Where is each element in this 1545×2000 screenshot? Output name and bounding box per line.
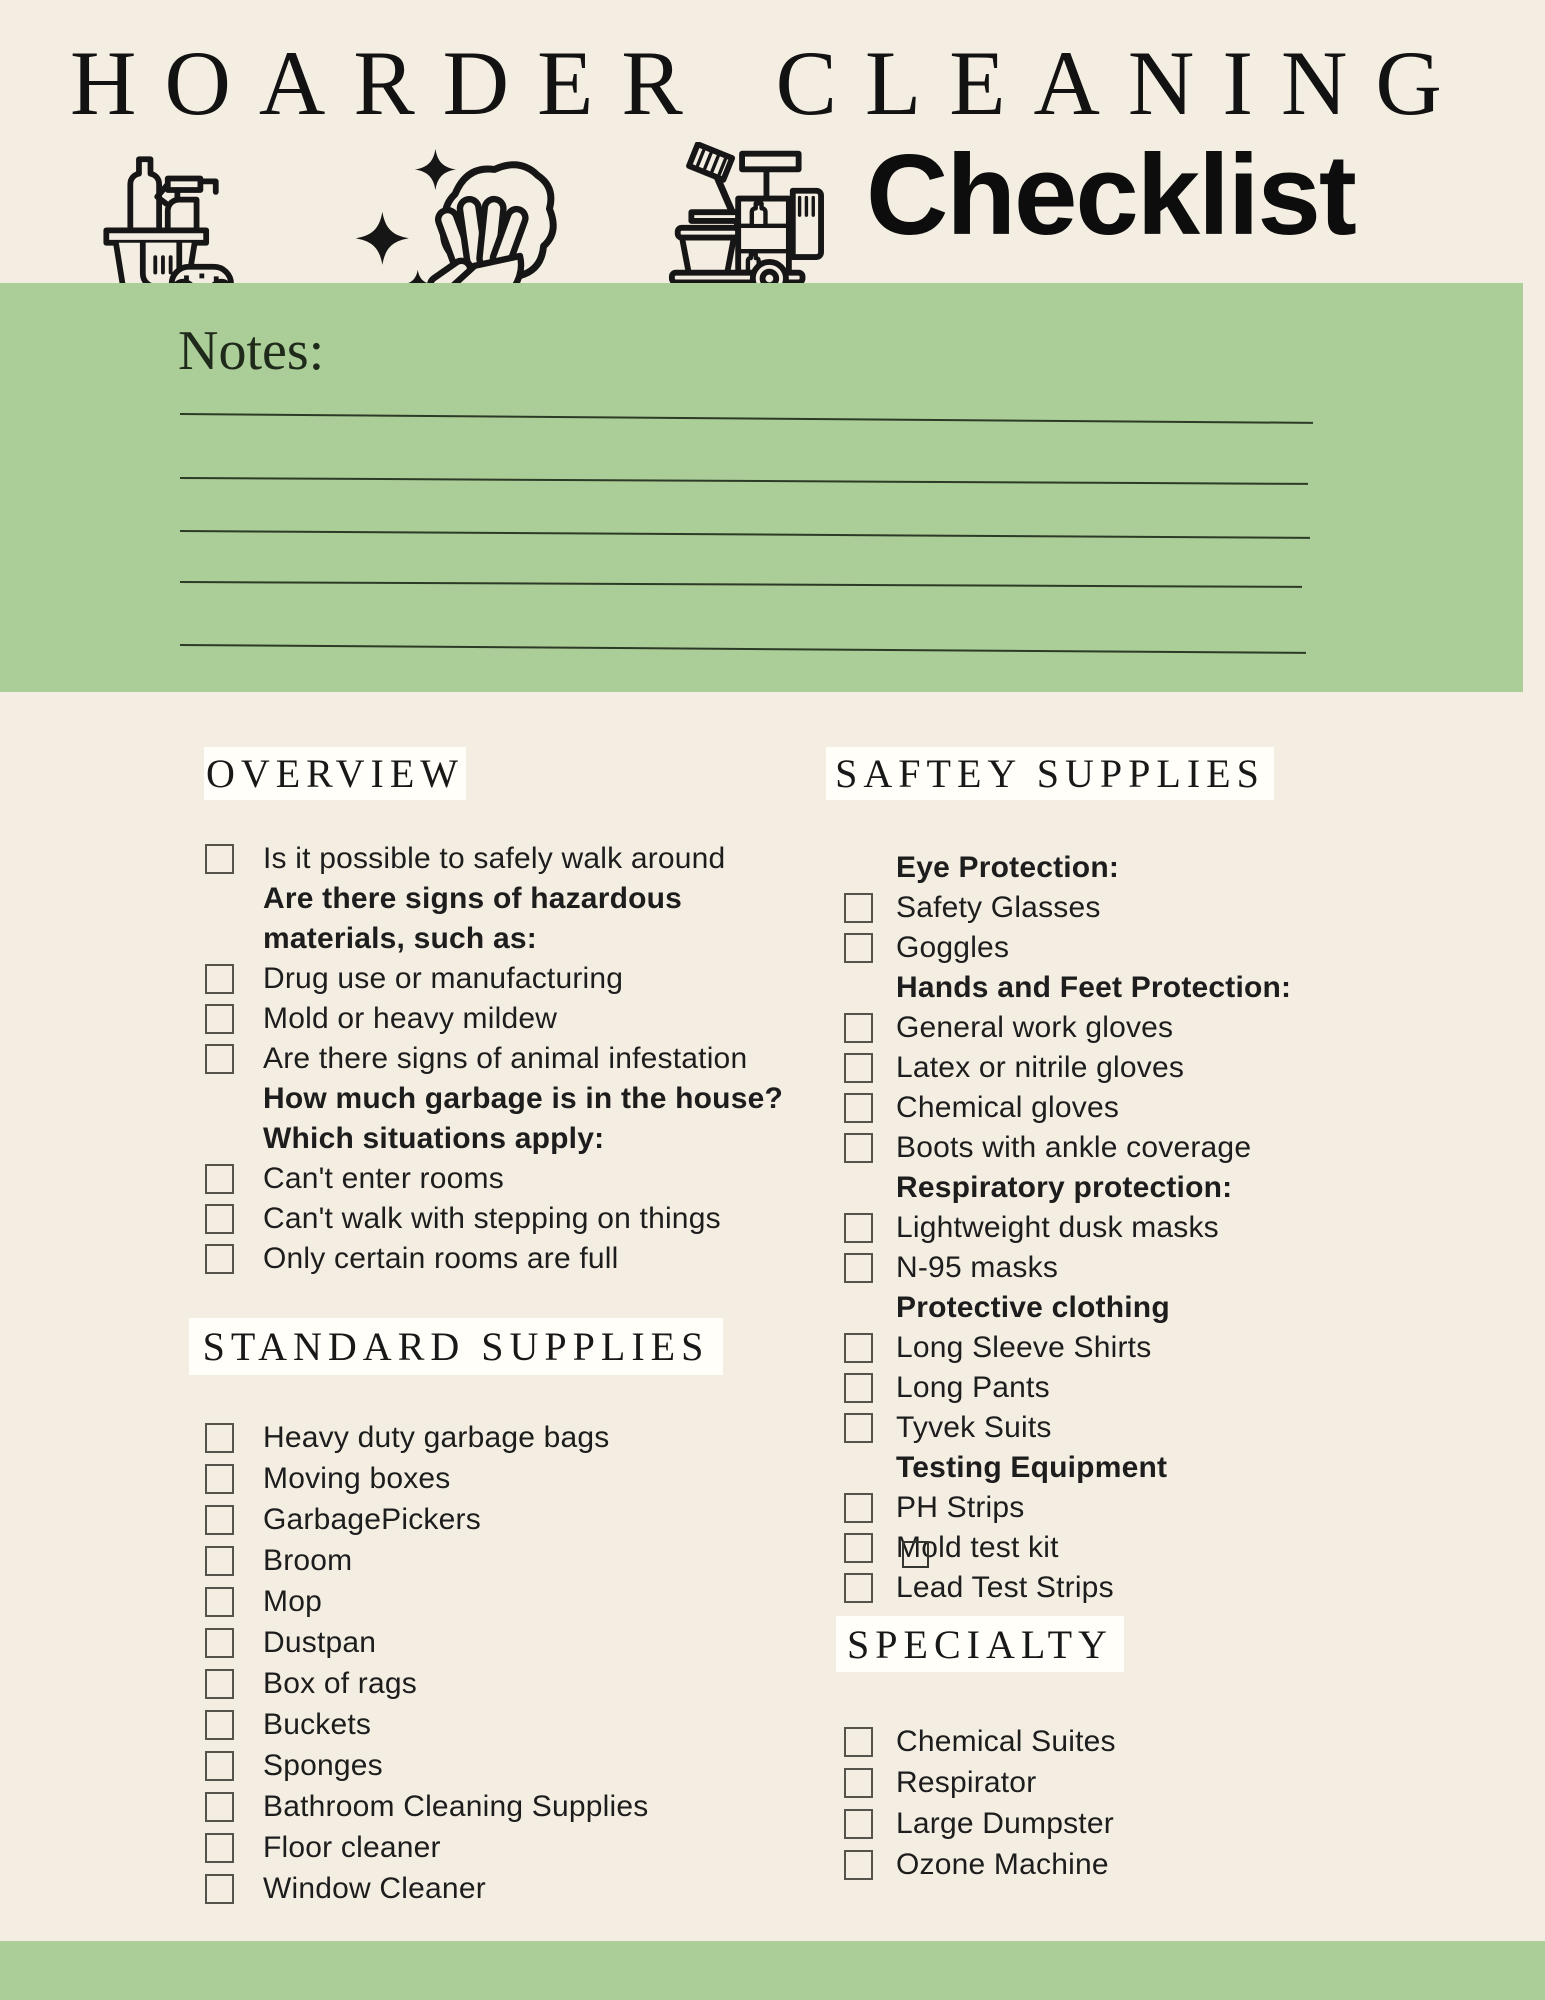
checkbox[interactable] [844,1333,873,1363]
checkbox[interactable] [205,1669,234,1699]
checklist-item-label: Chemical Suites [896,1724,1116,1758]
checklist-item-label: Window Cleaner [263,1871,486,1905]
checkbox[interactable] [844,1373,873,1403]
checkbox[interactable] [844,1133,873,1163]
checklist-item-label: Respirator [896,1765,1037,1799]
section-header-safety-supplies: SAFTEY SUPPLIES [826,747,1274,800]
checkbox[interactable] [844,1013,873,1043]
stray-cursor-box [902,1541,929,1568]
checkbox[interactable] [205,1710,234,1740]
checklist-item [844,1088,1291,1128]
checkbox[interactable] [205,1751,234,1781]
section-header-standard-supplies: STANDARD SUPPLIES [189,1318,723,1375]
notes-line[interactable] [180,530,1310,539]
checkbox[interactable] [205,1244,234,1274]
section-header-overview: OVERVIEW [204,747,466,800]
checklist-item [844,1168,1291,1208]
checkbox[interactable] [205,1792,234,1822]
checklist-item-label: Moving boxes [263,1461,451,1495]
checkbox[interactable] [205,1004,234,1034]
checkbox[interactable] [205,1587,234,1617]
checklist-item [205,1119,783,1159]
checklist-item [844,1328,1291,1368]
checklist-item-label: Boots with ankle coverage [896,1131,1252,1165]
checklist-item [844,1408,1291,1448]
checklist-item-label: Lead Test Strips [896,1571,1114,1605]
checklist-item-label: Ozone Machine [896,1847,1109,1881]
checkbox[interactable] [205,1423,234,1453]
checklist-item-label: Protective clothing [896,1291,1170,1325]
checklist-item [844,1803,1116,1844]
checklist-item-label: Large Dumpster [896,1806,1114,1840]
page-title: HOARDER CLEANING [70,32,1470,134]
checklist-item [205,1868,648,1909]
checklist-item [844,968,1291,1008]
checkbox[interactable] [844,1253,873,1283]
checkbox[interactable] [205,964,234,994]
checklist-item-label: PH Strips [896,1491,1025,1525]
checkbox[interactable] [205,1464,234,1494]
checkbox[interactable] [844,1413,873,1443]
checklist-item-label: Sponges [263,1748,383,1782]
checklist-item [205,999,783,1039]
checklist-item-label: Dustpan [263,1625,377,1659]
checkbox[interactable] [844,1533,873,1563]
checkbox[interactable] [844,1768,873,1798]
checkbox[interactable] [844,893,873,923]
notes-panel [0,283,1523,692]
checklist-item [205,1499,648,1540]
checkbox[interactable] [844,1850,873,1880]
checklist-item-label: materials, such as: [263,922,537,956]
checklist-item [205,1786,648,1827]
checklist-item-label: Mop [263,1584,322,1618]
checklist-item-label: Lightweight dusk masks [896,1211,1219,1245]
checkbox[interactable] [205,844,234,874]
checklist-item-label: Bathroom Cleaning Supplies [263,1789,649,1823]
checklist-item-label: Respiratory protection: [896,1171,1233,1205]
checklist-item [844,1208,1291,1248]
checkbox[interactable] [844,1727,873,1757]
checklist-item-label: Box of rags [263,1666,417,1700]
checklist-item [205,1663,648,1704]
checklist-item-label: Mold or heavy mildew [263,1002,558,1036]
checklist-specialty [844,1721,1116,1885]
checklist-item [844,928,1291,968]
checkbox[interactable] [205,1833,234,1863]
notes-line[interactable] [180,413,1313,424]
checklist-item [205,1540,648,1581]
checklist-item [844,1488,1291,1528]
checklist-item [205,839,783,879]
checkbox[interactable] [205,1204,234,1234]
checklist-item [844,1762,1116,1803]
checklist-item [205,1079,783,1119]
checklist-item [205,1458,648,1499]
checklist-item [844,1844,1116,1885]
checklist-item-label: Only certain rooms are full [263,1242,619,1276]
checklist-item [205,1704,648,1745]
checklist-item-label: Chemical gloves [896,1091,1120,1125]
checklist-item-label: Can't enter rooms [263,1162,504,1196]
notes-line[interactable] [180,644,1306,654]
checkbox[interactable] [844,1213,873,1243]
checklist-item-label: Goggles [896,931,1010,965]
checklist-item-label: Long Pants [896,1371,1050,1405]
checklist-item [844,1128,1291,1168]
checklist-item-label: Latex or nitrile gloves [896,1051,1185,1085]
checklist-item-label: Drug use or manufacturing [263,962,624,996]
checkbox[interactable] [844,1573,873,1603]
checklist-item-label: Tyvek Suits [896,1411,1052,1445]
checkbox[interactable] [844,1053,873,1083]
checklist-item-label: Can't walk with stepping on things [263,1202,721,1236]
checklist-item-label: Buckets [263,1707,372,1741]
checkbox[interactable] [205,1874,234,1904]
checklist-item-label: GarbagePickers [263,1502,481,1536]
checklist-item [205,1039,783,1079]
checklist-item-label: N-95 masks [896,1251,1059,1285]
checklist-item [205,879,783,919]
checkbox[interactable] [205,1505,234,1535]
checkbox[interactable] [844,933,873,963]
notes-line[interactable] [180,581,1302,588]
checklist-item-label: Eye Protection: [896,851,1120,885]
checklist-item-label: Broom [263,1543,353,1577]
checkbox[interactable] [844,1493,873,1523]
checklist-item-label: Long Sleeve Shirts [896,1331,1152,1365]
checkbox[interactable] [205,1628,234,1658]
checklist-item-label: Hands and Feet Protection: [896,971,1292,1005]
checklist-standard-supplies [205,1417,648,1909]
checklist-item [205,1159,783,1199]
checklist-item [205,1199,783,1239]
checklist-item [205,959,783,999]
notes-line[interactable] [180,477,1308,485]
page-subtitle: Checklist [866,132,1355,259]
checklist-item [844,1368,1291,1408]
checklist-item [205,1417,648,1458]
checklist-item-label: How much garbage is in the house? [263,1082,783,1116]
checklist-item [205,1581,648,1622]
checklist-item [205,1745,648,1786]
checkbox[interactable] [844,1809,873,1839]
checklist-item [844,888,1291,928]
checklist-item [205,1239,783,1279]
section-header-specialty: SPECIALTY [836,1616,1124,1672]
checklist-item [205,1622,648,1663]
checkbox[interactable] [205,1546,234,1576]
checklist-item [205,919,783,959]
checklist-item-label: Testing Equipment [896,1451,1168,1485]
checklist-item [844,848,1291,888]
checkbox[interactable] [205,1164,234,1194]
checklist-item-label: Are there signs of hazardous [263,882,683,916]
checklist-item [844,1248,1291,1288]
checklist-item-label: Heavy duty garbage bags [263,1420,610,1454]
checklist-overview [205,839,783,1279]
notes-label: Notes: [178,320,325,382]
checkbox[interactable] [844,1093,873,1123]
checklist-item [844,1288,1291,1328]
checklist-item-label: Are there signs of animal infestation [263,1042,748,1076]
bottom-green-band [0,1941,1545,2000]
checklist-safety-supplies [844,848,1291,1608]
checklist-item-label: Is it possible to safely walk around [263,842,726,876]
checklist-item-label: Which situations apply: [263,1122,605,1156]
checklist-item-label: Floor cleaner [263,1830,441,1864]
checklist-item [844,1008,1291,1048]
checklist-item [844,1448,1291,1488]
checklist-item-label: Mold test kit [896,1531,1059,1565]
cleaning-cart-icon [652,142,838,298]
checklist-item [844,1721,1116,1762]
checklist-item-label: General work gloves [896,1011,1174,1045]
checklist-item [844,1568,1291,1608]
checklist-item-label: Safety Glasses [896,891,1101,925]
checklist-item [844,1048,1291,1088]
checklist-item [205,1827,648,1868]
checkbox[interactable] [205,1044,234,1074]
